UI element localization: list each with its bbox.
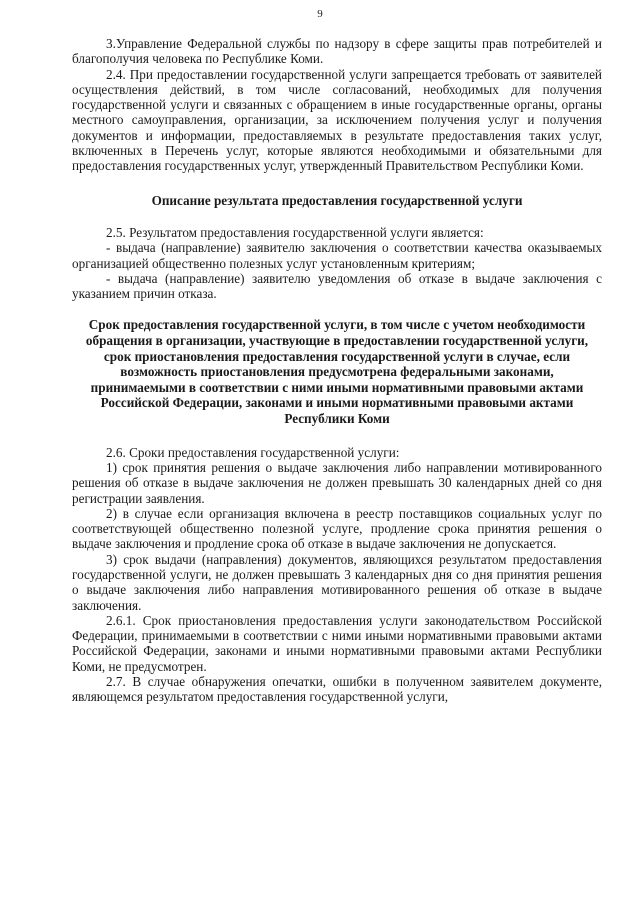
- document-body: [72, 36, 602, 705]
- paragraph-result-conclusion: - выдача (направление) заявителю заключения о соответствии качества оказываемых организацией общественно полезных услуг установленным критериям;: [72, 240, 602, 271]
- paragraph-2-6: 2.6. Сроки предоставления государственной услуги:: [106, 444, 400, 460]
- paragraph-2-7: 2.7. В случае обнаружения опечатки, ошибки в полученном заявителем документе, являющемся результатом предоставления государственной услуги,: [72, 674, 602, 705]
- paragraph-term-3: 3) срок выдачи (направления) документов, являющихся результатом предоставления государственной услуги, не должен превышать 3 календарных дня со дня принятия решения о выдаче заключения либо направления мотивированного решения об отказе в выдаче заключения.: [72, 551, 602, 613]
- paragraph-2-4: 2.4. При предоставлении государственной услуги запрещается требовать от заявителей осуществления действий, в том числе согласований, необходимых для получения государственной услуги и связанных с обращением в иные государственные органы, органы местного самоуправления, организации, за исключением получения услуг и получения документов и информации, предоставляемых в результате предоставления таких услуг, включенных в Перечень услуг, которые являются необходимыми и обязательными для предоставления государственных услуг, утвержденный Правительством Республики Коми.: [72, 66, 602, 174]
- paragraph-2-5: 2.5. Результатом предоставления государственной услуги является:: [106, 224, 484, 240]
- paragraph-term-2: 2) в случае если организация включена в реестр поставщиков социальных услуг по соответствующей общественно полезной услуге, продление срока принятия решения о выдаче заключения и продление срока об отказе в выдаче заключения не допускается.: [72, 505, 602, 552]
- paragraph-2-6-1: 2.6.1. Срок приостановления предоставления услуги законодательством Российской Федерации, принимаемыми в соответствии с ними иными нормативными правовыми актами Российской Федерации, законами и иными нормативными правовыми актами Республики Коми, не предусмотрен.: [72, 612, 602, 674]
- paragraph-result-refusal: - выдача (направление) заявителю уведомления об отказе в выдаче заключения с указанием причин отказа.: [72, 270, 602, 302]
- heading-result-description: Описание результата предоставления государственной услуги: [151, 192, 523, 208]
- paragraph-rospotrebnadzor: 3.Управление Федеральной службы по надзору в сфере защиты прав потребителей и благополучия человека по Республике Коми.: [72, 36, 602, 67]
- paragraph-term-1: 1) срок принятия решения о выдаче заключения либо направлении мотивированного решения об отказе в выдаче заключения не должен превышать 30 календарных дней со дня регистрации заявления.: [72, 459, 602, 506]
- page-number: 9: [317, 8, 323, 20]
- heading-service-term: Срок предоставления государственной услуги, в том числе с учетом необходимости обращения в организации, участвующие в предоставлении государственной услуги, срок приостановления предоставления государственной услуги в случае, если возможность приостановления предусмотрена федеральными законами, принимаемыми в соответствии с ними иными нормативными правовыми актами Российской Федерации, законами и иными нормативными правовыми актами Республики Коми: [85, 317, 589, 427]
